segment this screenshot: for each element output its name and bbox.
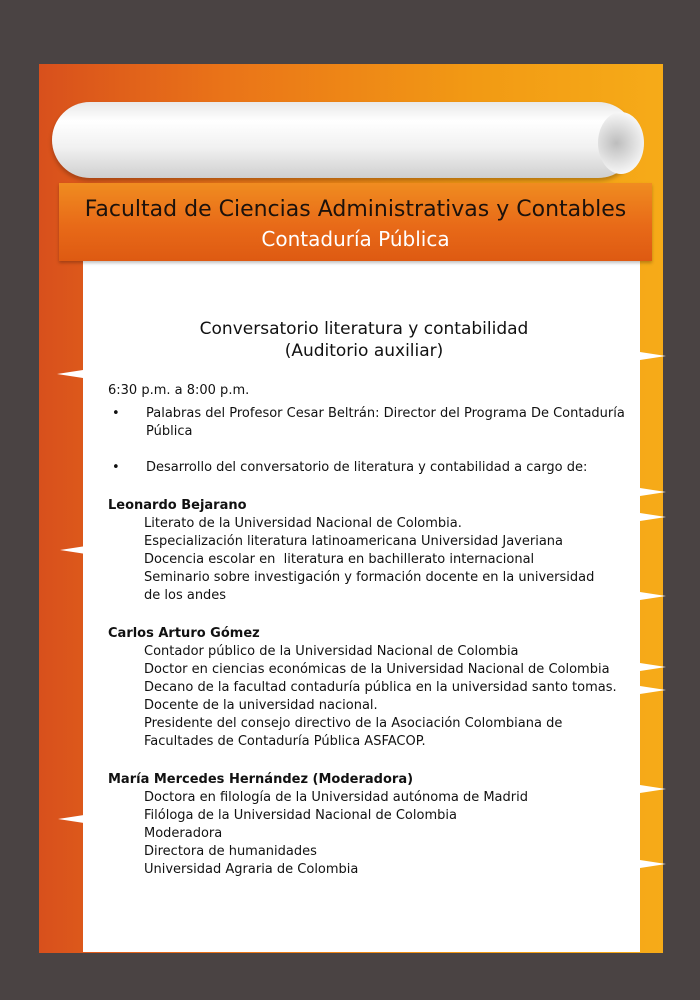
paper-tear-left xyxy=(58,815,84,823)
paper-tear-right xyxy=(640,592,666,600)
paper-tear-right xyxy=(640,785,666,793)
speaker-detail-line: Universidad Agraria de Colombia xyxy=(144,862,359,877)
speaker-details xyxy=(108,515,628,605)
paper-tear-left xyxy=(57,370,83,378)
bullet-dot: • xyxy=(112,406,120,421)
speaker-detail-line: Docente de la universidad nacional. xyxy=(144,698,378,713)
speaker-detail-line: Filóloga de la Universidad Nacional de Colombia xyxy=(144,808,457,823)
paper-tear-right xyxy=(640,488,666,496)
program-subtitle: Contaduría Pública xyxy=(261,227,450,251)
scroll-curl-graphic xyxy=(598,112,644,174)
agenda-bullet xyxy=(108,459,628,477)
speaker-detail-line: Seminario sobre investigación y formación docente en la universidad de los andes xyxy=(144,570,595,603)
speaker-detail-line: Especialización literatura latinoamericana Universidad Javeriana xyxy=(144,534,563,549)
bullet-text: Palabras del Profesor Cesar Beltrán: Director del Programa De Contaduría Pública xyxy=(146,406,625,439)
speaker-detail-line: Contador público de la Universidad Nacional de Colombia xyxy=(144,644,519,659)
speaker-block xyxy=(108,497,628,605)
event-time: 6:30 p.m. a 8:00 p.m. xyxy=(108,383,250,398)
paper-tear-right xyxy=(640,352,666,360)
speaker-detail-line: Decano de la facultad contaduría pública en la universidad santo tomas. xyxy=(144,680,617,695)
scroll-roll-graphic xyxy=(52,102,636,178)
speaker-block xyxy=(108,771,628,879)
event-title: Conversatorio literatura y contabilidad xyxy=(199,319,529,339)
speaker-detail-line: Presidente del consejo directivo de la Asociación Colombiana de Facultades de Contaduría Pública ASFACOP. xyxy=(144,716,563,749)
speaker-details xyxy=(108,643,628,751)
speaker-detail-line: Directora de humanidades xyxy=(144,844,317,859)
speaker-detail-line: Doctora en filología de la Universidad autónoma de Madrid xyxy=(144,790,528,805)
speaker-detail-line: Doctor en ciencias económicas de la Universidad Nacional de Colombia xyxy=(144,662,610,677)
speaker-name: Carlos Arturo Gómez xyxy=(108,626,260,641)
bullet-text: Desarrollo del conversatorio de literatura y contabilidad a cargo de: xyxy=(146,460,588,475)
speaker-block xyxy=(108,625,628,751)
event-content xyxy=(108,318,628,879)
speaker-details xyxy=(108,789,628,879)
speaker-detail-line: Docencia escolar en literatura en bachillerato internacional xyxy=(144,552,535,567)
header-banner xyxy=(59,183,652,261)
paper-tear-right xyxy=(640,513,666,521)
speaker-detail-line: Moderadora xyxy=(144,826,223,841)
speaker-detail-line: Literato de la Universidad Nacional de Colombia. xyxy=(144,516,462,531)
speaker-name: María Mercedes Hernández (Moderadora) xyxy=(108,772,414,787)
paper-tear-right xyxy=(640,663,666,671)
faculty-title: Facultad de Ciencias Administrativas y Contables xyxy=(84,197,627,222)
paper-tear-left xyxy=(60,546,86,554)
paper-tear-right xyxy=(640,686,666,694)
agenda-bullet xyxy=(108,405,628,441)
speaker-name: Leonardo Bejarano xyxy=(108,498,247,513)
paper-tear-right xyxy=(640,860,666,868)
event-location: (Auditorio auxiliar) xyxy=(284,341,444,361)
bullet-dot: • xyxy=(112,460,120,475)
